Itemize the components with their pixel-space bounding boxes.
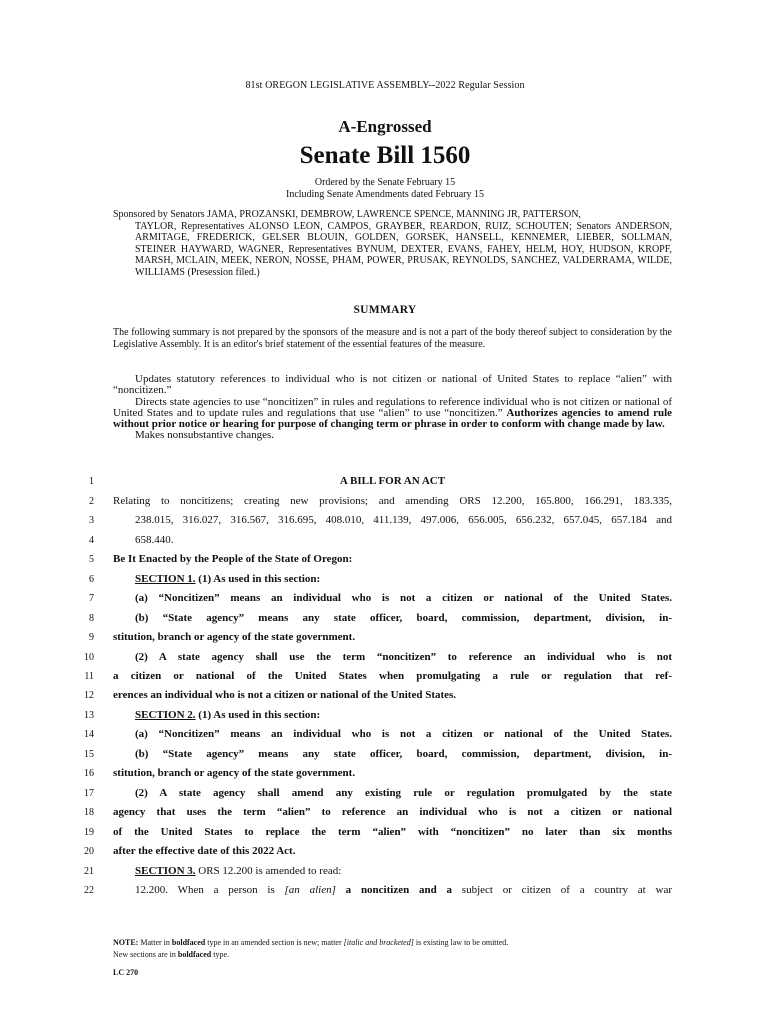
line-number: 6 (89, 574, 94, 585)
bill-heading: A BILL FOR AN ACT (339, 475, 446, 487)
note-text: type in an amended section is new; matter (205, 938, 344, 947)
line-number: 10 (84, 652, 94, 663)
bill-line (113, 884, 672, 898)
note-line-1 (113, 937, 672, 949)
bill-line: (2) A state agency shall use the term “noncitizen” to reference an individual who is not (135, 651, 672, 663)
bill-line-text: subject or citizen of a country at war (452, 884, 672, 896)
lc-number: LC 270 (113, 968, 139, 977)
footer-note (113, 937, 672, 960)
note-text: is existing law to be omitted. (413, 938, 509, 947)
summary-paragraph-2 (113, 397, 672, 431)
line-number: 14 (84, 729, 94, 740)
line-number: 20 (84, 846, 94, 857)
bill-line (113, 573, 694, 585)
summary-text (113, 374, 672, 442)
note-text: New sections are in (113, 949, 178, 959)
note-text: Matter in (138, 938, 172, 947)
enacting-clause: Be It Enacted by the People of the State of Oregon: (113, 553, 353, 565)
line-number: 7 (89, 593, 94, 604)
bill-line-text: ORS 12.200 is amended to read: (195, 865, 342, 877)
bill-line: Relating to noncitizens; creating new provisions; and amending ORS 12.200, 165.800, 166.291, 183.335, (113, 495, 672, 507)
deleted-text: [an alien] (284, 884, 336, 896)
new-text: a noncitizen and a (335, 884, 453, 896)
bill-line (113, 865, 694, 877)
line-number: 2 (89, 496, 94, 507)
summary-disclaimer: The following summary is not prepared by the sponsors of the measure and is not a part of the body thereof subject to consideration by the Legislative Assembly. It is an editor's brief statement of the essential features of the measure. (113, 327, 672, 350)
bill-line: (b) “State agency” means any state officer, board, commission, department, division, in- (135, 612, 672, 624)
engrossed-label: A-Engrossed (338, 117, 432, 136)
bill-line: erences an individual who is not a citizen or national of the United States. (113, 689, 457, 701)
bill-line: (a) “Noncitizen” means an individual who is not a citizen or national of the United States. (135, 728, 672, 740)
ordered-line: Ordered by the Senate February 15 (314, 177, 456, 188)
line-number: 3 (89, 515, 94, 526)
bill-line: of the United States to replace the term “alien” with “noncitizen” no later than six months (113, 826, 672, 838)
bill-title: Senate Bill 1560 (299, 142, 471, 169)
line-number: 16 (84, 768, 94, 779)
summary-p2-plain: Directs state agencies to use “noncitizen” in rules and regulations to reference individual who is not citizen or national of United States and to update rules and regulations that use “alien” to use “noncitizen.” (113, 395, 672, 419)
line-number: 5 (89, 554, 94, 565)
line-number: 12 (84, 690, 94, 701)
summary-paragraph: Updates statutory references to individual who is not citizen or national of United States to replace “alien” with “noncitizen.” (113, 373, 672, 397)
bill-line: 238.015, 316.027, 316.567, 316.695, 408.010, 411.139, 497.006, 656.005, 656.232, 657.045, 657.184 and (135, 514, 672, 526)
sponsors (113, 209, 672, 279)
line-number: 8 (89, 613, 94, 624)
line-number: 9 (89, 632, 94, 643)
summary-heading: SUMMARY (353, 304, 417, 316)
bill-line (113, 709, 694, 721)
summary-paragraph-3: Makes nonsubstantive changes. (135, 429, 274, 442)
note-italic: [italic and bracketed] (343, 938, 414, 947)
line-number: 19 (84, 827, 94, 838)
session-header: 81st OREGON LEGISLATIVE ASSEMBLY--2022 Regular Session (245, 80, 525, 91)
note-bold: boldfaced (177, 949, 212, 959)
section-1-label: SECTION 1. (135, 573, 196, 585)
bill-line: (2) A state agency shall amend any existing rule or regulation promulgated by the state (135, 787, 672, 799)
bill-line: stitution, branch or agency of the state government. (113, 631, 356, 643)
line-number: 15 (84, 749, 94, 760)
including-line: Including Senate Amendments dated February 15 (285, 189, 484, 200)
bill-line-text: 12.200. When a person is (135, 884, 285, 896)
bill-line: stitution, branch or agency of the state government. (113, 767, 356, 779)
line-number: 17 (84, 788, 94, 799)
line-number: 13 (84, 710, 94, 721)
line-number: 18 (84, 807, 94, 818)
bill-line: agency that uses the term “alien” to reference an individual who is not a citizen or national (113, 806, 672, 818)
bill-line-text: (1) As used in this section: (195, 573, 321, 585)
note-bold: boldfaced (171, 938, 206, 947)
line-number: 11 (84, 671, 94, 682)
ordered-info (0, 177, 770, 201)
sponsors-rest: TAYLOR, Representatives ALONSO LEON, CAMPOS, GRAYBER, REARDON, RUIZ, SCHOUTEN; Senators ANDERSON, ARMITAGE, FREDERICK, GELSER BLOUIN, GOLDEN, GORSEK, HANSELL, KENNEMER, LIEBER, SOLLMAN, STEINER HAYWARD, WAGNER, Representatives BYNUM, DEXTER, EVANS, FAHEY, HELM, HOY, HUDSON, KROPF, MARSH, MCLAIN, MEEK, NERON, NOSSE, PHAM, POWER, PRUSAK, REYNOLDS, SANCHEZ, VALDERRAMA, WILDE, WILLIAMS (Presession filed.) (135, 220, 672, 278)
bill-line: (a) “Noncitizen” means an individual who is not a citizen or national of the United States. (135, 592, 672, 604)
section-3-label: SECTION 3. (135, 865, 196, 877)
note-label: NOTE: (113, 938, 139, 947)
bill-line: 658.440. (135, 534, 174, 546)
line-number: 21 (84, 866, 94, 877)
note-line-2 (113, 949, 672, 961)
bill-line: a citizen or national of the United States when promulgating a rule or regulation that ref- (113, 670, 672, 682)
line-number: 22 (84, 885, 94, 896)
line-number: 4 (89, 535, 94, 546)
sponsors-first-line: Sponsored by Senators JAMA, PROZANSKI, DEMBROW, LAWRENCE SPENCE, MANNING JR, PATTERSON, (113, 209, 581, 220)
note-text: type. (211, 949, 229, 959)
bill-line: after the effective date of this 2022 Act. (113, 845, 296, 857)
bill-line: (b) “State agency” means any state officer, board, commission, department, division, in- (135, 748, 672, 760)
bill-line-text: (1) As used in this section: (195, 709, 321, 721)
summary-p2-bold: Authorizes agencies to amend rule without prior notice or hearing for purpose of changing term or phrase in order to conform with change made by law. (113, 406, 673, 431)
section-2-label: SECTION 2. (135, 709, 196, 721)
line-number: 1 (89, 476, 94, 487)
